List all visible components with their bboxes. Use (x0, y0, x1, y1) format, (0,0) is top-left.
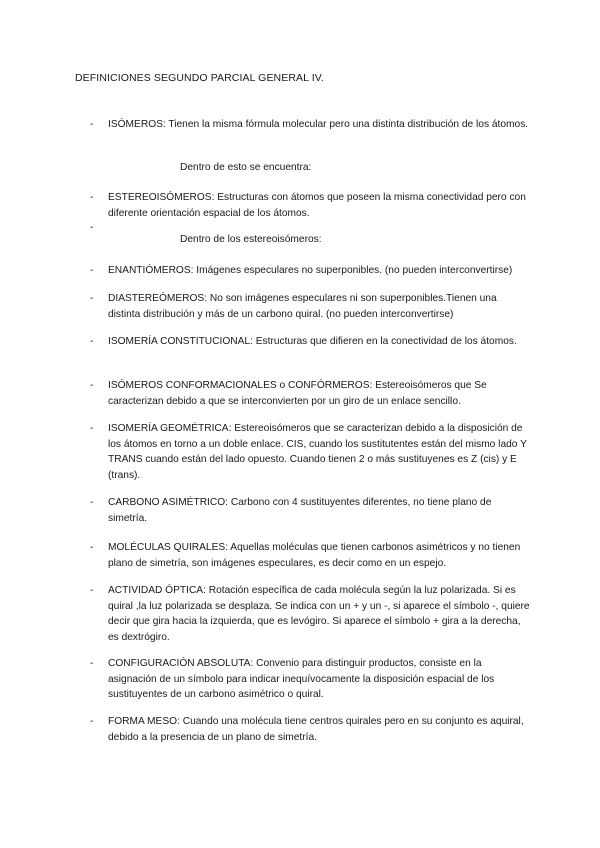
bullet-dash: - (90, 542, 94, 553)
item-text: DIASTEREÓMEROS: No son imágenes especulares ni son superponibles.Tienen una distinta distribución y más de un carbono quiral. (no pueden interconvertirse) (108, 293, 497, 320)
bullet-dash: - (90, 716, 94, 727)
item-text: CONFIGURACIÓN ABSOLUTA: Convenio para distinguir productos, consiste en la asignación de un símbolo para indicar inequívocamente la disposición espacial de los sustituyentes de un carbono asimétrico o quiral. (108, 658, 495, 700)
list-item-isomeros (90, 117, 530, 133)
subheading-dentro-de-esto: Dentro de esto se encuentra: (180, 162, 312, 173)
item-text: ISÓMEROS CONFORMACIONALES o CONFÓRMEROS: Estereoisómeros que Se caracterizan debido a que se interconvierten por un giro de un enlace sencillo. (108, 380, 487, 407)
bullet-dash: - (90, 497, 94, 508)
list-item-actividad-optica (90, 583, 530, 645)
list-item-isomeria-geometrica (90, 421, 530, 483)
list-item-enantiomeros (90, 263, 530, 279)
item-text: CARBONO ASIMÉTRICO: Carbono con 4 sustituyentes diferentes, no tiene plano de simetría. (108, 497, 492, 524)
subheading-dentro-de-estereoisomeros: Dentro de los estereoisómeros: (180, 234, 322, 245)
list-item-moleculas-quirales (90, 540, 530, 571)
bullet-dash: - (90, 119, 94, 130)
item-text: FORMA MESO: Cuando una molécula tiene centros quirales pero en su conjunto es aquiral, debido a la presencia de un plano de simetría. (108, 716, 524, 743)
item-text: ISOMERÍA CONSTITUCIONAL: Estructuras que difieren en la conectividad de los átomos. (108, 336, 517, 347)
bullet-dash: - (90, 380, 94, 391)
list-item-diastereomeros (90, 291, 530, 322)
item-text: ISÓMEROS: Tienen la misma fórmula molecular pero una distinta distribución de los átomos. (108, 119, 529, 130)
list-item-configuracion-absoluta (90, 656, 530, 703)
bullet-dash: - (90, 336, 94, 347)
bullet-dash: - (90, 293, 94, 304)
list-item-isomeria-constitucional (90, 334, 530, 350)
list-item-forma-meso (90, 714, 530, 745)
item-text: ESTEREOISÓMEROS: Estructuras con átomos que poseen la misma conectividad pero con diferente orientación espacial de los átomos. (108, 192, 526, 219)
list-item-conformeros (90, 378, 530, 409)
bullet-dash: - (90, 585, 94, 596)
item-text: ENANTIÓMEROS: Imágenes especulares no superponibles. (no pueden interconvertirse) (108, 265, 513, 276)
item-text: ISOMERÍA GEOMÉTRICA: Estereoisómeros que se caracterizan debido a la disposición de los átomos en torno a un doble enlace. CIS, cuando los sustitutentes están del mismo lado Y TRANS cuando están del lado opuesto. Cuando tienen 2 o más sustituyenes es Z (cis) y E (trans). (108, 423, 527, 481)
bullet-dash: - (90, 423, 94, 434)
list-item-carbono-asimetrico (90, 495, 530, 526)
bullet-dash: - (90, 222, 94, 233)
bullet-dash: - (90, 658, 94, 669)
item-text: MOLÉCULAS QUIRALES: Aquellas moléculas que tienen carbonos asimétricos y no tienen plano de simetría, son imágenes especulares, es decir como en un espejo. (108, 542, 521, 569)
list-item-estereoisomeros (90, 190, 530, 221)
document-title: DEFINICIONES SEGUNDO PARCIAL GENERAL IV. (75, 72, 324, 84)
bullet-dash: - (90, 265, 94, 276)
bullet-dash: - (90, 192, 94, 203)
item-text: ACTIVIDAD ÓPTICA: Rotación específica de cada molécula según la luz polarizada. Si es quiral ,la luz polarizada se desplaza. Se indica con un + y un -, si aparece el símbolo -, quiere decir que gira hacia la izquierda, que es levógiro. Si aparece el símbolo + gira a la derecha, es dextrógiro. (108, 585, 530, 643)
